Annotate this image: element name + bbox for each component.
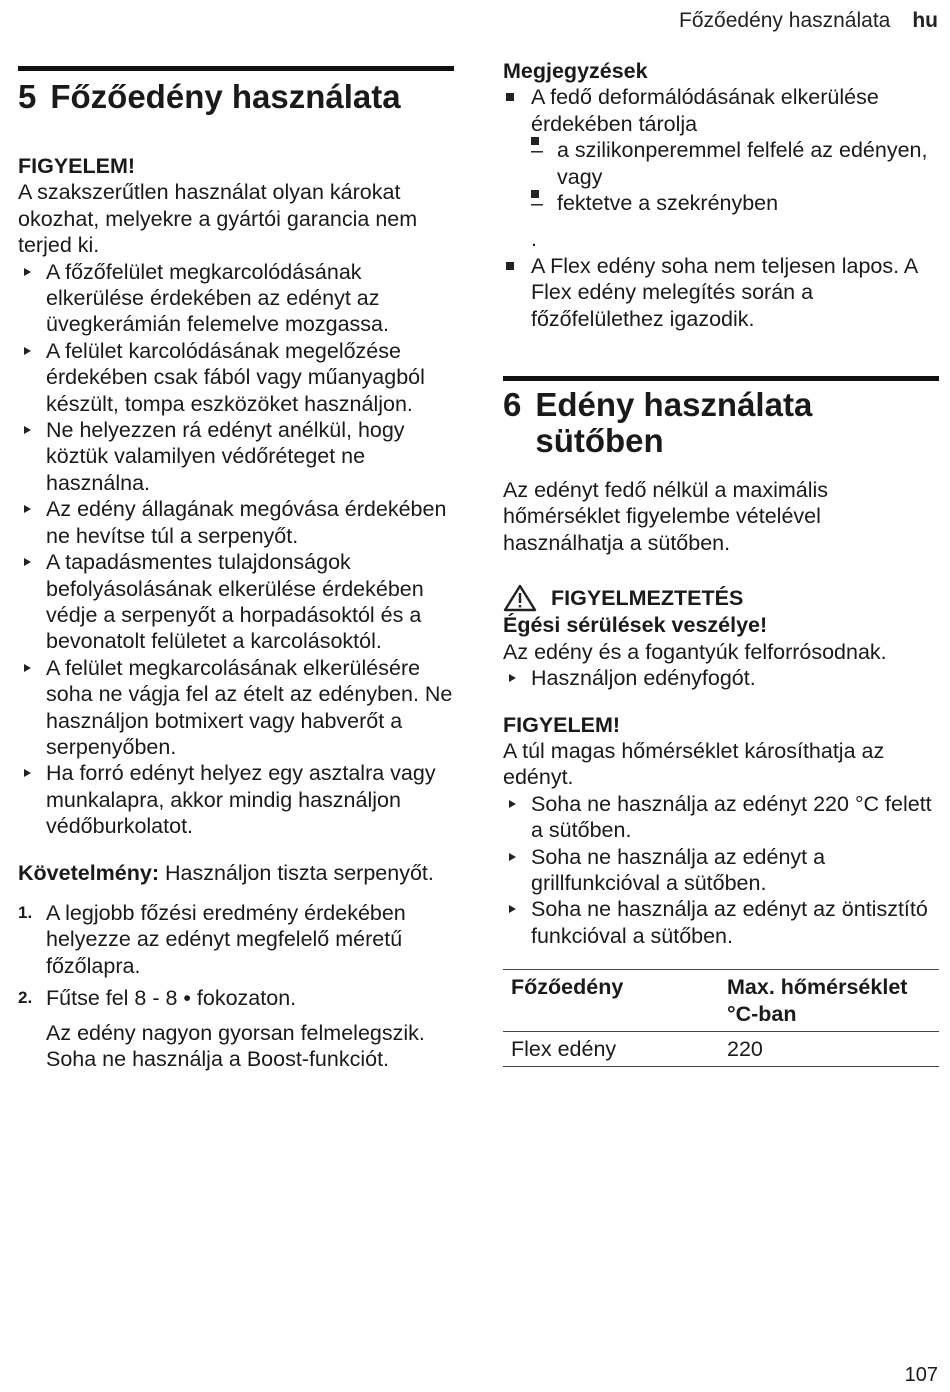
oven-notice-block	[503, 712, 939, 950]
table-cell: 220	[727, 1036, 763, 1061]
page-number: 107	[904, 1364, 938, 1386]
oven-bullet-list	[503, 791, 939, 949]
list-item: Soha ne használja az edényt az öntisztító funkcióval a sütőben.	[503, 896, 939, 949]
table-header-row	[503, 970, 939, 1032]
step-item	[18, 985, 454, 1011]
requirement	[18, 860, 454, 886]
table-header-cell: Főzőedény	[511, 975, 624, 1000]
section-5-title: Főzőedény használata	[50, 78, 401, 115]
warning-block	[503, 584, 939, 691]
section-6-number: 6	[503, 386, 522, 424]
running-header-title: Főzőedény használata	[679, 9, 891, 32]
list-item: Soha ne használja az edényt 220 °C felett a sütőben.	[503, 791, 939, 844]
list-item	[503, 84, 939, 252]
notice-label: FIGYELEM!	[18, 154, 136, 178]
notes-list	[503, 84, 939, 332]
notice-text: A szakszerűtlen használat olyan károkat okozhat, melyekre a gyártói garancia nem terjed ki.	[18, 180, 418, 258]
section-5-heading	[18, 79, 454, 115]
list-item: Használjon edényfogót.	[503, 665, 939, 691]
steps-list	[18, 900, 454, 1012]
notes-block	[503, 58, 939, 332]
warning-label: FIGYELMEZTETÉS	[551, 585, 744, 610]
list-item: Soha ne használja az edényt a grillfunkcióval a sütőben.	[503, 844, 939, 897]
section-6-intro: Az edényt fedő nélkül a maximális hőmérséklet figyelembe vételével használhatja a sütőben.	[503, 478, 829, 555]
warning-heading	[503, 584, 939, 612]
list-item: Az edény állagának megóvása érdekében ne hevítse túl a serpenyőt.	[18, 496, 454, 549]
section-5-rule	[18, 66, 454, 71]
handling-bullet-list	[18, 259, 454, 840]
left-column	[18, 0, 454, 1072]
step-number: 1.	[18, 902, 33, 922]
section-6-title: Edény használata sütőben	[535, 386, 813, 460]
list-item: Ne helyezzen rá edényt anélkül, hogy köztük valamilyen védőréteget ne használna.	[18, 417, 454, 496]
temperature-table	[503, 969, 939, 1067]
table-row	[503, 1031, 939, 1066]
table-header-cell: Max. hőmérséklet °C-ban	[727, 975, 908, 1026]
list-item: A főzőfelület megkarcolódásának elkerülése érdekében az edényt az üvegkerámián felemelve mozgassa.	[18, 259, 454, 338]
list-item: Ha forró edényt helyez egy asztalra vagy munkalapra, akkor mindig használjon védőburkolatot.	[18, 760, 454, 839]
notes-sublist	[531, 137, 939, 216]
step-text: A legjobb főzési eredmény érdekében helyezze az edényt megfelelő méretű főzőlapra.	[46, 900, 406, 978]
step-text: Fűtse fel 8 - 8 • fokozaton.	[46, 986, 297, 1011]
list-item: A felület megkarcolásának elkerülésére soha ne vágja fel az ételt az edényben. Ne használjon botmixert vagy habverőt a serpenyőben.	[18, 655, 454, 761]
warning-text: Az edény és a fogantyúk felforrósodnak.	[503, 639, 887, 664]
section-6-heading	[503, 387, 939, 459]
section-5-number: 5	[18, 78, 37, 115]
list-item: – fektetve a szekrényben	[531, 190, 939, 216]
step-item	[18, 900, 454, 979]
list-item: A Flex edény soha nem teljesen lapos. A Flex edény melegítés során a főzőfelülethez igazodik.	[503, 253, 939, 332]
table-cell: Flex edény	[511, 1036, 617, 1061]
notice-text: A túl magas hőmérséklet károsíthatja az edényt.	[503, 738, 885, 790]
notes-title: Megjegyzések	[503, 59, 648, 83]
requirement-label: Követelmény:	[18, 860, 159, 885]
notes-item-text: A fedő deformálódásának elkerülése érdekében tárolja	[531, 85, 879, 136]
notice-block	[18, 153, 454, 259]
list-item: – a szilikonperemmel felfelé az edényen, vagy	[531, 137, 939, 190]
warning-bullet-list	[503, 665, 939, 691]
warning-triangle-icon	[503, 584, 537, 612]
step-note: Az edény nagyon gyorsan felmelegszik. Soha ne használja a Boost-funkciót.	[46, 1020, 425, 1071]
language-code: hu	[912, 9, 938, 32]
notice-label: FIGYELEM!	[503, 712, 621, 737]
list-item: A tapadásmentes tulajdonságok befolyásolásának elkerülése érdekében védje a serpenyőt a horpadásoktól és a bevonatolt felületet a karcolásoktól.	[18, 549, 454, 655]
warning-subtitle: Égési sérülések veszélye!	[503, 613, 768, 638]
step-number: 2.	[18, 988, 33, 1008]
section-6-rule	[503, 376, 939, 381]
list-item: A felület karcolódásának megelőzése érdekében csak fából vagy műanyagból készült, tompa eszközöket használjon.	[18, 338, 454, 417]
right-column	[503, 0, 939, 1067]
notes-item-tail: .	[531, 227, 537, 252]
requirement-text: Használjon tiszta serpenyőt.	[164, 860, 434, 885]
